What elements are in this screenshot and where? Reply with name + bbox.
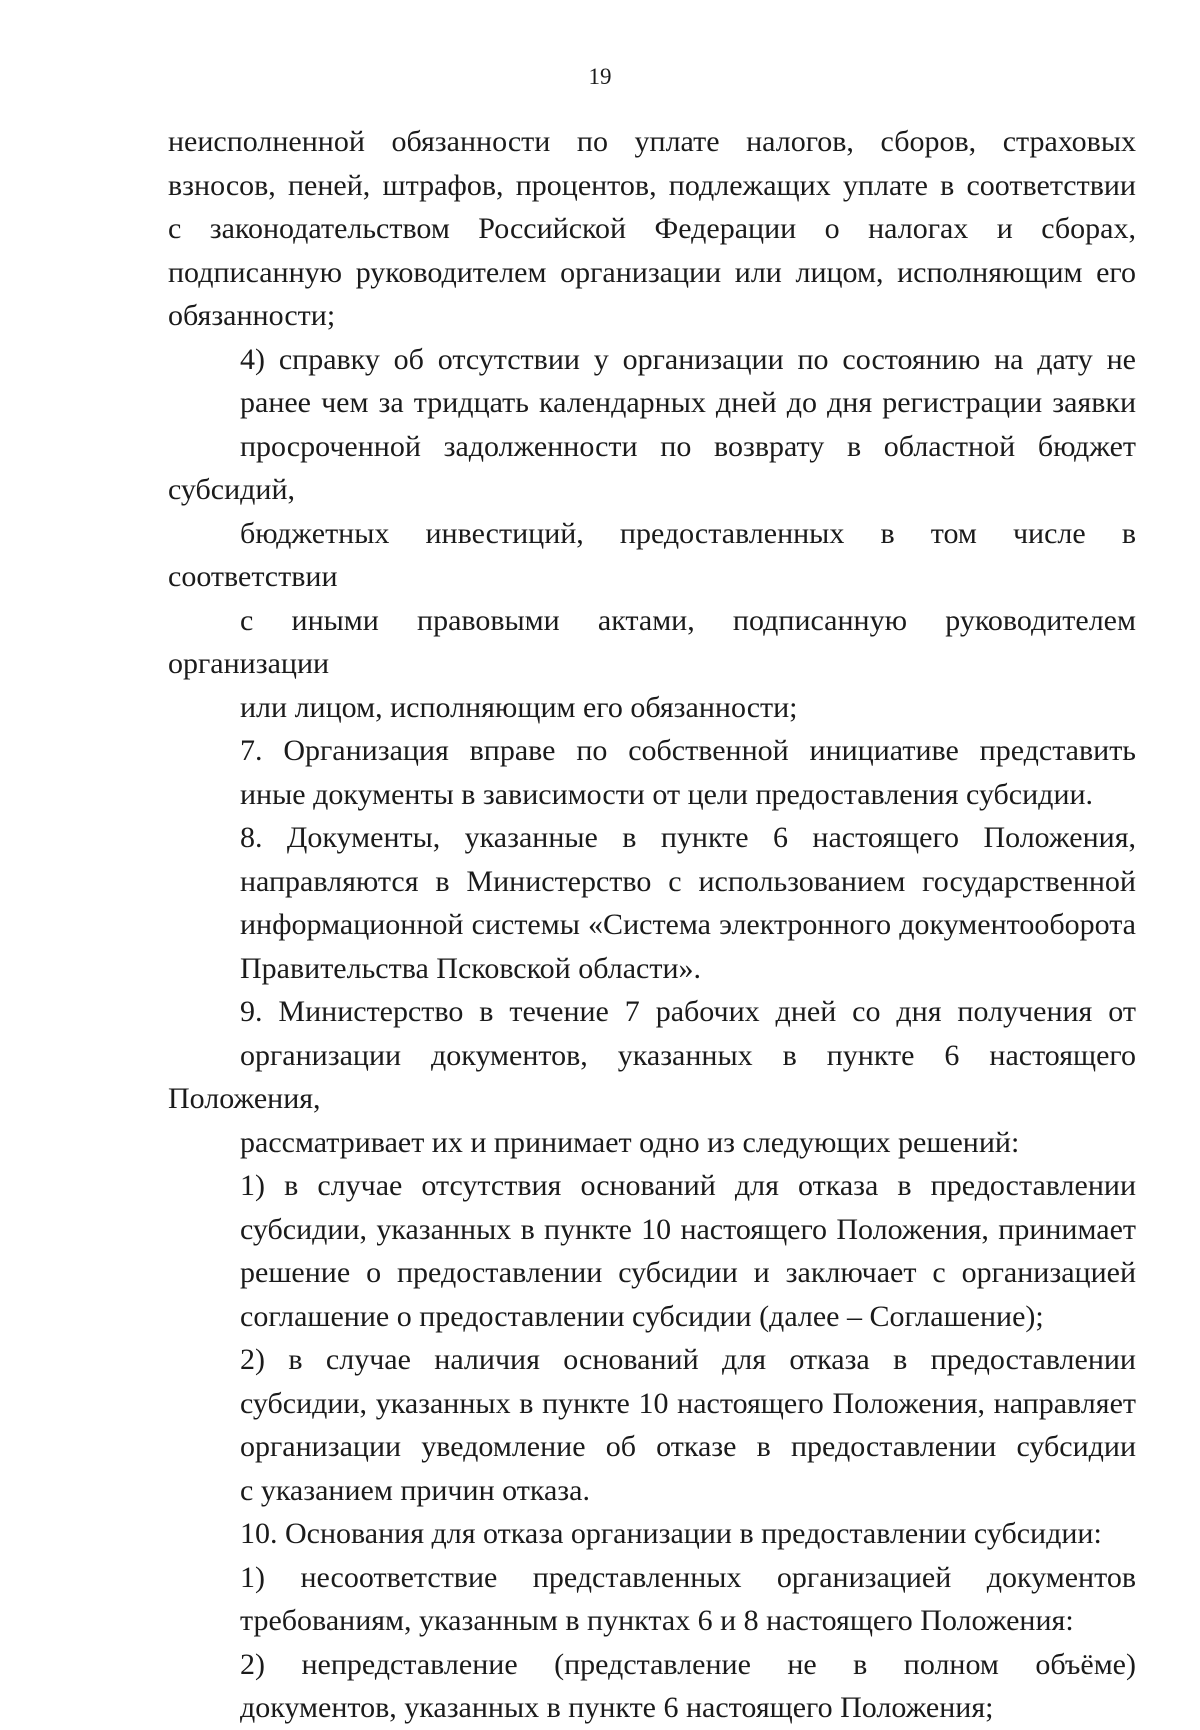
text-line: требованиям, указанным в пунктах 6 и 8 настоящего Положения: [240,1604,1074,1637]
text-line: субсидии, указанных в пункте 10 настоящего Положения, принимает [240,1212,1136,1246]
text-line: 4) справку об отсутствии у организации по состоянию на дату не [240,342,1136,376]
text-line: организации уведомление об отказе в предоставлении субсидии [240,1430,1136,1463]
paragraph [168,729,1136,816]
text-line: рассматривает их и принимает одно из следующих решений: [240,1125,1020,1159]
document-body [168,120,1136,1730]
text-line: или лицом, исполняющим его обязанности; [240,690,798,724]
text-line: 7. Организация вправе по собственной инициативе представить [240,734,1136,767]
text-line: с указанием причин отказа. [240,1473,590,1507]
text-line: обязанности; [168,299,336,332]
paragraph [168,1512,1136,1556]
text-line: с иными правовыми актами, подписанную руководителем организации [168,603,1136,680]
paragraph [168,338,1136,730]
text-line: 1) несоответствие представленных организацией документов [240,1560,1136,1594]
paragraph [168,1556,1136,1643]
paragraph [168,1164,1136,1338]
text-line: с законодательством Российской Федерации о налогах и сборах, [168,212,1136,245]
text-line: информационной системы «Система электронного документооборота [240,908,1136,941]
text-line: 1) в случае отсутствия оснований для отказа в предоставлении [240,1169,1136,1202]
text-line: соглашение о предоставлении субсидии (далее – Соглашение); [240,1299,1044,1333]
text-line: 2) непредставление (представление не в полном объёме) [240,1647,1136,1681]
text-line: просроченной задолженности по возврату в областной бюджет субсидий, [168,429,1136,506]
text-line: направляются в Министерство с использованием государственной [240,864,1136,898]
text-line: иные документы в зависимости от цели предоставления субсидии. [240,777,1094,811]
text-line: неисполненной обязанности по уплате налогов, сборов, страховых [168,125,1136,158]
text-line: документов, указанных в пункте 6 настоящего Положения; [240,1691,994,1724]
paragraph [168,1643,1136,1730]
text-line: организации документов, указанных в пункте 6 настоящего Положения, [168,1038,1136,1115]
text-line: 8. Документы, указанные в пункте 6 настоящего Положения, [240,821,1136,854]
text-line: 2) в случае наличия оснований для отказа в предоставлении [240,1343,1136,1376]
text-line: взносов, пеней, штрафов, процентов, подлежащих уплате в соответствии [168,168,1136,202]
paragraph [168,990,1136,1164]
text-line: подписанную руководителем организации или лицом, исполняющим его [168,255,1136,289]
paragraph [168,120,1136,338]
text-line: Правительства Псковской области». [240,951,702,985]
text-line: бюджетных инвестиций, предоставленных в том числе в соответствии [168,516,1136,593]
page-number: 19 [588,64,612,89]
text-line: 9. Министерство в течение 7 рабочих дней со дня получения от [240,995,1136,1028]
paragraph [168,1338,1136,1512]
text-line: ранее чем за тридцать календарных дней до дня регистрации заявки [240,386,1136,419]
text-line: 10. Основания для отказа организации в предоставлении субсидии: [240,1517,1102,1550]
text-line: решение о предоставлении субсидии и заключает с организацией [240,1256,1136,1289]
text-line: субсидии, указанных в пункте 10 настоящего Положения, направляет [240,1386,1136,1420]
paragraph [168,816,1136,990]
